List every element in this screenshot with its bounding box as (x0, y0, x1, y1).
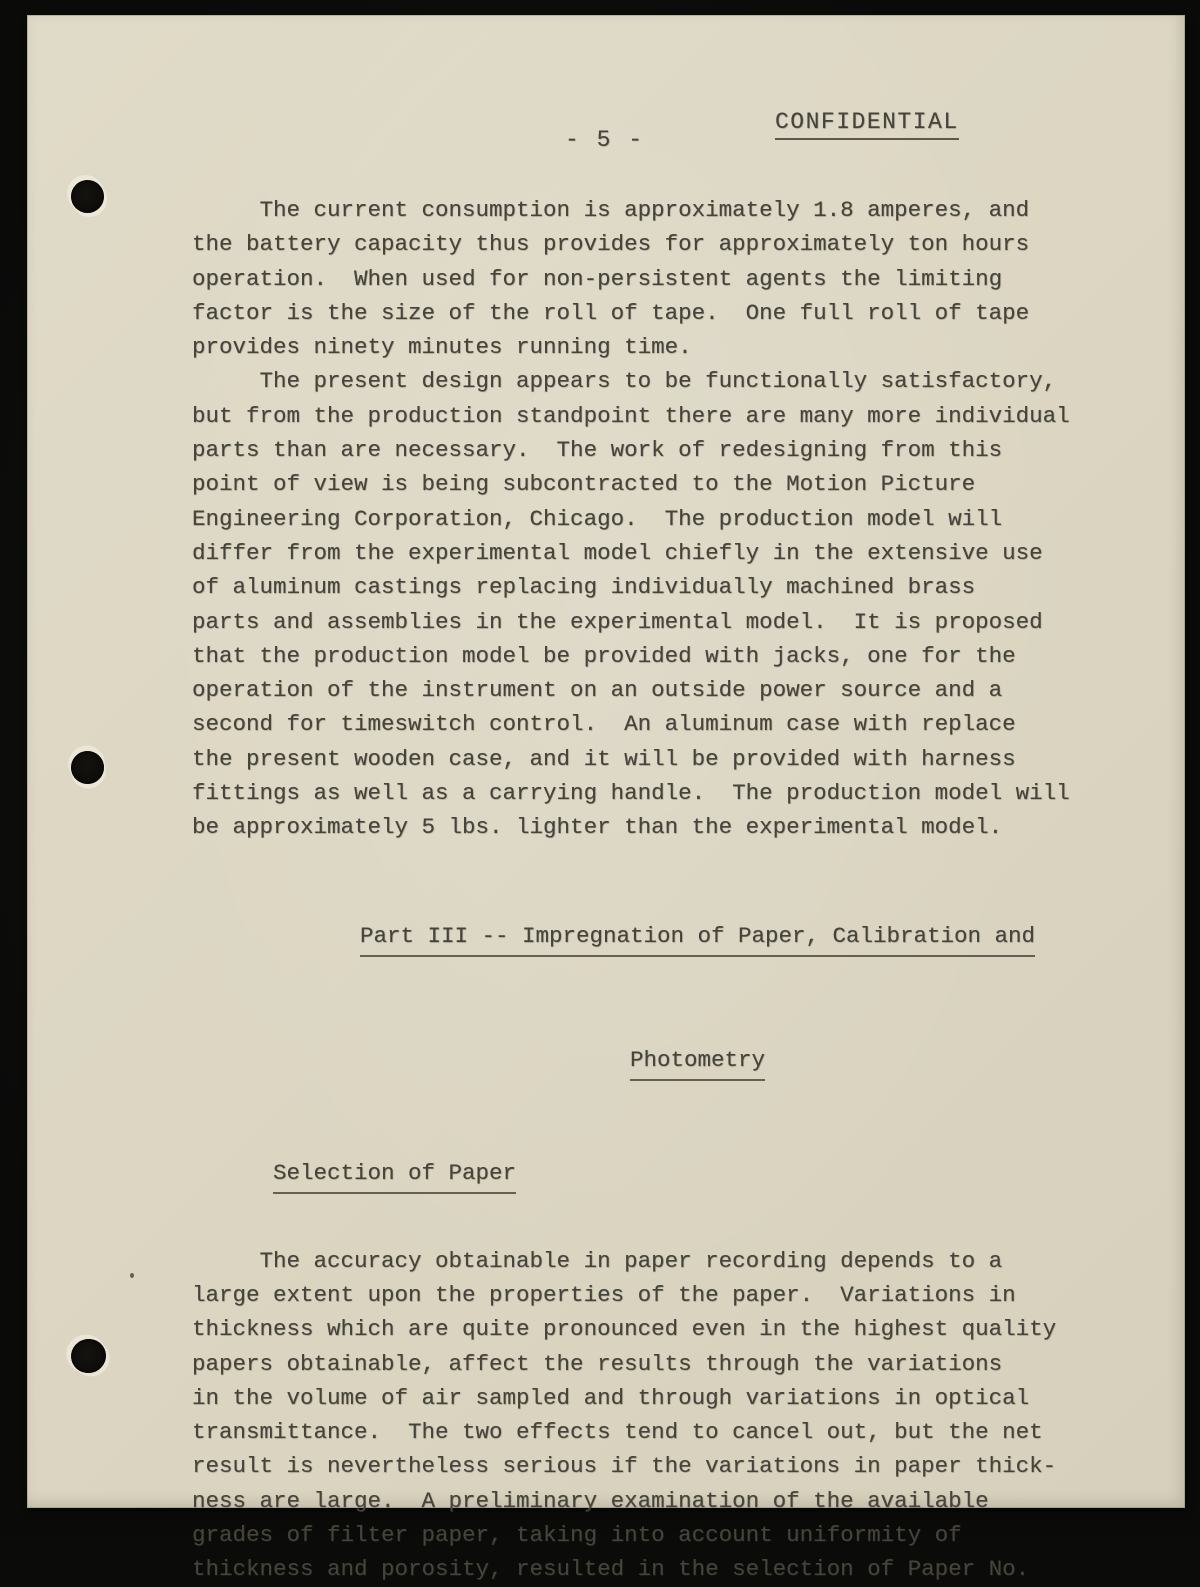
body-line: that the production model be provided with jacks, one for the (192, 642, 1016, 669)
section-title-line2 (192, 1009, 1122, 1115)
body-line: factor is the size of the roll of tape. One full roll of tape (192, 299, 1030, 326)
body-line: thickness and porosity, resulted in the selection of Paper No. (192, 1556, 1030, 1583)
body-line: the battery capacity thus provides for approximately ton hours (192, 231, 1030, 258)
body-line: result is nevertheless serious if the variations in paper thick- (192, 1453, 1057, 1480)
body-line: second for timeswitch control. An aluminum case with replace (192, 711, 1016, 738)
punch-hole-top (71, 180, 104, 213)
subsection-title-text: Selection of Paper (273, 1156, 516, 1194)
body-line: but from the production standpoint there are many more individual (192, 402, 1070, 429)
body-line: in the volume of air sampled and through variations in optical (192, 1384, 1030, 1411)
body-line: parts and assemblies in the experimental model. It is proposed (192, 608, 1043, 635)
body-line: operation. When used for non-persistent agents the limiting (192, 265, 1003, 292)
section-title-line2-text: Photometry (630, 1043, 765, 1081)
body-line: differ from the experimental model chiefly in the extensive use (192, 539, 1043, 566)
subsection-title (192, 1122, 1122, 1228)
classification-label: CONFIDENTIAL (775, 109, 959, 140)
body-line: the present wooden case, and it will be provided with harness (192, 745, 1016, 772)
body-line: Engineering Corporation, Chicago. The production model will (192, 505, 1003, 532)
body-line: The accuracy obtainable in paper recording depends to a (192, 1247, 1003, 1274)
body-line: ness are large. A preliminary examination of the available (192, 1487, 989, 1514)
body-line: thickness which are quite pronounced even in the highest quality (192, 1316, 1057, 1343)
body-line: provides ninety minutes running time. (192, 334, 692, 361)
body-line: of aluminum castings replacing individually machined brass (192, 574, 976, 601)
section-title-line1-text: Part III -- Impregnation of Paper, Calibration and (360, 919, 1035, 957)
classification-stamp (775, 109, 959, 140)
punch-hole-middle (66, 746, 108, 788)
page-body (192, 193, 1122, 1587)
body-line: large extent upon the properties of the paper. Variations in (192, 1281, 1016, 1308)
paragraph-selection-of-paper (192, 1244, 1122, 1587)
body-line: grades of filter paper, taking into account uniformity of (192, 1522, 962, 1549)
body-line: operation of the instrument on an outside power source and a (192, 677, 1003, 704)
body-line: transmittance. The two effects tend to cancel out, but the net (192, 1419, 1043, 1446)
section-title-line1 (192, 885, 1122, 991)
body-line: parts than are necessary. The work of redesigning from this (192, 437, 1003, 464)
body-line: point of view is being subcontracted to the Motion Picture (192, 471, 976, 498)
page-number: - 5 - (565, 127, 645, 153)
body-line: The current consumption is approximately 1.8 amperes, and (192, 197, 1030, 223)
body-line: fittings as well as a carrying handle. The production model will (192, 780, 1070, 807)
body-line: papers obtainable, affect the results through the variations (192, 1350, 1003, 1377)
body-line: be approximately 5 lbs. lighter than the experimental model. (192, 814, 1003, 841)
body-line: The present design appears to be functionally satisfactory, (192, 368, 1057, 395)
paragraph-current-consumption (192, 193, 1122, 364)
paragraph-present-design (192, 364, 1122, 844)
punch-hole-bottom (67, 1335, 110, 1377)
document-page (27, 15, 1185, 1583)
ink-speck (130, 1273, 134, 1278)
